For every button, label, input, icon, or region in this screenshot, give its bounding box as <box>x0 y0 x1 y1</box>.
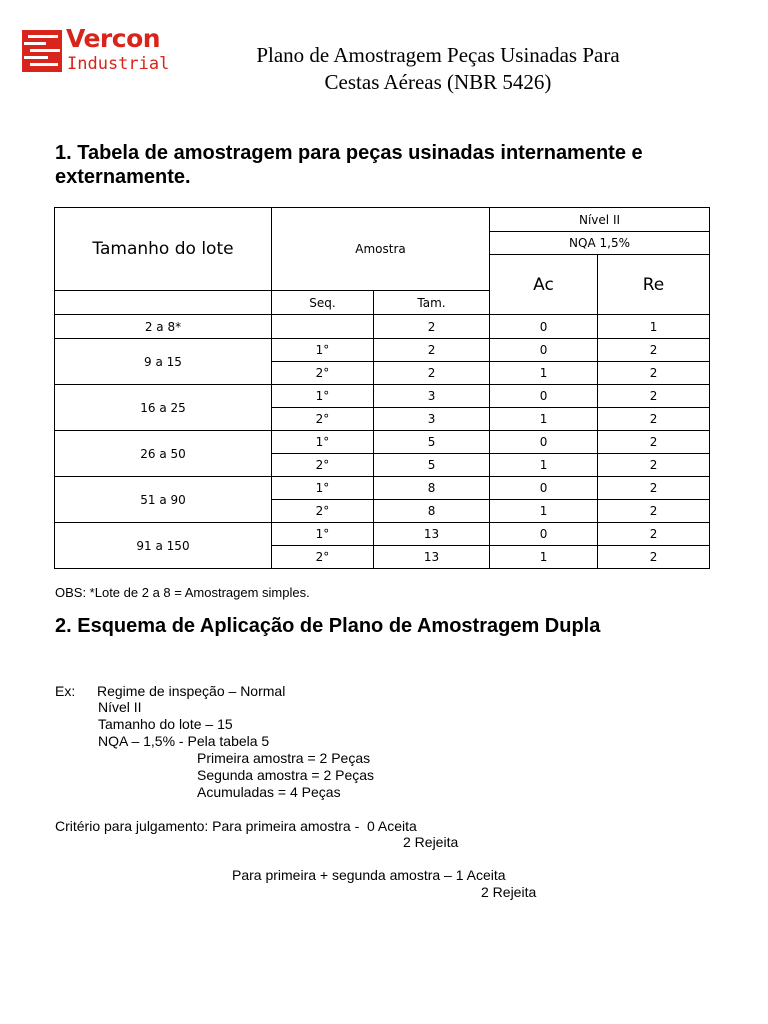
ac-cell: 0 <box>490 523 598 546</box>
tam-cell: 13 <box>374 523 490 546</box>
re-cell: 2 <box>598 408 710 431</box>
ac-cell: 0 <box>490 385 598 408</box>
section1-heading-line1: 1. Tabela de amostragem para peças usinadas internamente e <box>55 142 643 164</box>
ac-cell: 1 <box>490 454 598 477</box>
table-row <box>55 431 710 454</box>
re-cell: 2 <box>598 362 710 385</box>
re-cell: 1 <box>598 315 710 339</box>
re-cell: 2 <box>598 546 710 569</box>
lot-cell: 91 a 150 <box>55 523 272 569</box>
section1-heading-line2: externamente. <box>55 166 191 188</box>
table-row <box>55 339 710 362</box>
ac-cell: 1 <box>490 500 598 523</box>
tam-header: Tam. <box>374 291 490 315</box>
tam-cell: 3 <box>374 385 490 408</box>
tam-cell: 3 <box>374 408 490 431</box>
ac-cell: 0 <box>490 431 598 454</box>
example-acumuladas: Acumuladas = 4 Peças <box>197 784 341 800</box>
seq-cell: 2° <box>272 500 374 523</box>
document-title-line1: Plano de Amostragem Peças Usinadas Para <box>256 43 620 67</box>
nqa-header: NQA 1,5% <box>490 232 710 255</box>
table-row <box>55 315 710 339</box>
example-regime: Regime de inspeção – Normal <box>97 683 286 699</box>
seq-cell: 1° <box>272 523 374 546</box>
re-cell: 2 <box>598 477 710 500</box>
example-nivel: Nível II <box>98 699 142 715</box>
tam-cell: 8 <box>374 477 490 500</box>
seq-cell: 1° <box>272 431 374 454</box>
ac-cell: 1 <box>490 408 598 431</box>
example-segunda: Segunda amostra = 2 Peças <box>197 767 375 783</box>
logo-subtitle: Industrial <box>67 54 170 74</box>
ac-cell: 1 <box>490 362 598 385</box>
ac-cell: 1 <box>490 546 598 569</box>
re-cell: 2 <box>598 385 710 408</box>
document-title-line2: Cestas Aéreas (NBR 5426) <box>324 70 552 94</box>
lot-cell: 51 a 90 <box>55 477 272 523</box>
ac-header: Ac <box>490 255 598 315</box>
level-header: Nível II <box>490 208 710 232</box>
ac-cell: 0 <box>490 477 598 500</box>
tam-cell: 13 <box>374 546 490 569</box>
re-cell: 2 <box>598 431 710 454</box>
tam-cell: 2 <box>374 315 490 339</box>
logo-wordmark: Vercon <box>66 24 161 53</box>
example-lote: Tamanho do lote – 15 <box>98 716 233 732</box>
vercon-logo-icon <box>22 28 62 74</box>
tam-cell: 2 <box>374 339 490 362</box>
tam-cell: 5 <box>374 454 490 477</box>
tam-cell: 8 <box>374 500 490 523</box>
re-cell: 2 <box>598 500 710 523</box>
seq-header: Seq. <box>272 291 374 315</box>
criterion-first: Critério para julgamento: Para primeira amostra - 0 Aceita <box>55 818 417 834</box>
table-note: OBS: *Lote de 2 a 8 = Amostragem simples. <box>55 585 310 600</box>
table-row <box>55 477 710 500</box>
ac-cell: 0 <box>490 315 598 339</box>
section1-heading <box>55 141 705 189</box>
seq-cell: 2° <box>272 546 374 569</box>
ac-cell: 0 <box>490 339 598 362</box>
document-title <box>218 42 658 96</box>
seq-cell: 1° <box>272 339 374 362</box>
seq-cell: 2° <box>272 454 374 477</box>
sample-header: Amostra <box>272 208 490 291</box>
re-cell: 2 <box>598 454 710 477</box>
criterion-combined-reject: 2 Rejeita <box>481 884 537 900</box>
re-header: Re <box>598 255 710 315</box>
lot-size-header-bottom <box>55 291 272 315</box>
re-cell: 2 <box>598 339 710 362</box>
lot-cell: 26 a 50 <box>55 431 272 477</box>
table-row <box>55 385 710 408</box>
criterion-combined: Para primeira + segunda amostra – 1 Aceita <box>232 867 506 883</box>
lot-cell: 16 a 25 <box>55 385 272 431</box>
seq-cell: 1° <box>272 477 374 500</box>
seq-cell: 1° <box>272 385 374 408</box>
seq-cell: 2° <box>272 408 374 431</box>
tam-cell: 2 <box>374 362 490 385</box>
example-primeira: Primeira amostra = 2 Peças <box>197 750 371 766</box>
company-logo <box>22 24 170 78</box>
sampling-table <box>54 207 710 569</box>
tam-cell: 5 <box>374 431 490 454</box>
lot-cell: 2 a 8* <box>55 315 272 339</box>
seq-cell <box>272 315 374 339</box>
table-row <box>55 523 710 546</box>
re-cell: 2 <box>598 523 710 546</box>
example-nqa: NQA – 1,5% - Pela tabela 5 <box>98 733 270 749</box>
example-label: Ex: <box>55 683 76 699</box>
criterion-first-reject: 2 Rejeita <box>403 834 459 850</box>
lot-size-header: Tamanho do lote <box>55 208 272 291</box>
seq-cell: 2° <box>272 362 374 385</box>
lot-cell: 9 a 15 <box>55 339 272 385</box>
section2-heading: 2. Esquema de Aplicação de Plano de Amostragem Dupla <box>55 615 601 637</box>
